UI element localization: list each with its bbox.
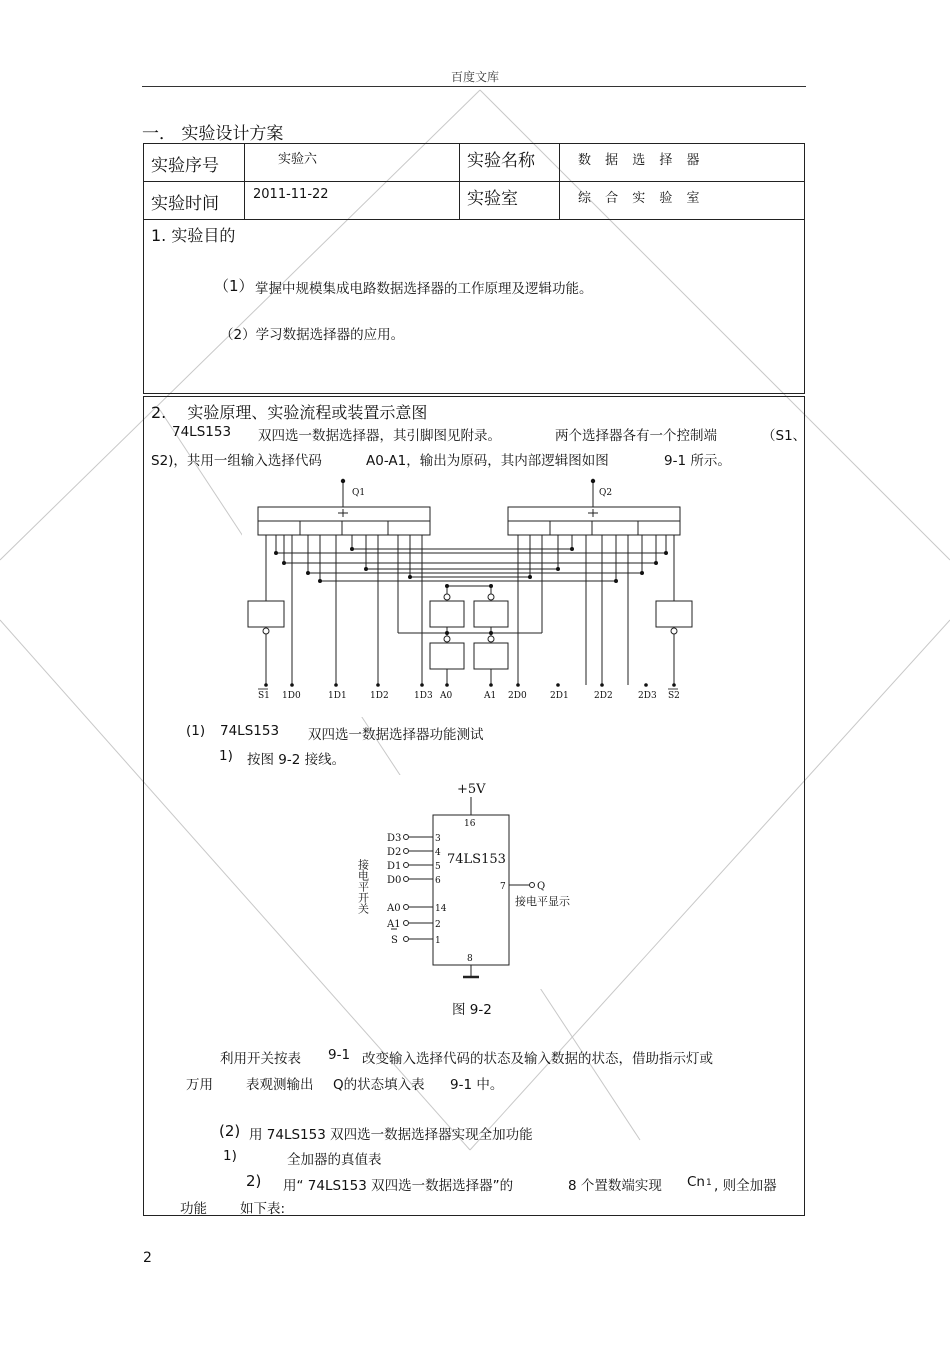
pin-3: 3 — [435, 834, 441, 844]
purpose-item2: （2）学习数据选择器的应用。 — [220, 327, 405, 343]
2d2-label: 2D2 — [594, 691, 613, 701]
test2-step2-num: 2) — [246, 1172, 262, 1190]
q2-label: Q2 — [599, 488, 613, 498]
pin-2: 2 — [435, 920, 441, 930]
seq-value: 实验六 — [278, 152, 318, 167]
pin-4: 4 — [435, 848, 441, 858]
room-value: 综 合 实 验 室 — [578, 191, 705, 206]
a1-label: A1 — [484, 691, 497, 701]
test2-num: (2) — [219, 1122, 241, 1140]
page-header: 百度文库 — [450, 70, 499, 84]
test1-title: 双四选一数据选择器功能测试 — [308, 727, 484, 743]
principle-text: 双四选一数据选择器，其引脚图见附录。 — [258, 428, 501, 444]
wiring-diagram — [357, 775, 613, 989]
principle-text: 两个选择器各有一个控制端 — [555, 428, 717, 444]
principle-text: A0-A1，输出为原码，其内部逻辑图如图 — [366, 453, 609, 469]
principle-text: 万用 — [186, 1077, 213, 1093]
principle-text: 功能 — [180, 1201, 207, 1217]
logic-diagram — [242, 473, 700, 717]
test2-title: 用 74LS153 双四选一数据选择器实现全加功能 — [249, 1127, 533, 1143]
test2-step1: 全加器的真值表 — [287, 1152, 382, 1168]
name-label: 实验名称 — [467, 151, 535, 171]
1d3-label: 1D3 — [414, 691, 433, 701]
principle-text: 9-1 — [328, 1047, 351, 1063]
subscript-text: 1 — [706, 1178, 712, 1188]
step1-text: 按图 9-2 接线。 — [247, 752, 346, 768]
page-number: 2 — [143, 1250, 152, 1266]
d3-label: D3 — [387, 833, 402, 844]
pin16-label: 16 — [464, 819, 476, 829]
principle-text: 利用开关按表 — [220, 1051, 301, 1067]
pin-8: 8 — [467, 954, 473, 964]
purpose-item1-num: （1） — [214, 277, 254, 295]
d0-label: D0 — [387, 875, 402, 886]
s1-label: S1 — [258, 691, 270, 701]
seq-label: 实验序号 — [151, 156, 219, 176]
1d2-label: 1D2 — [370, 691, 389, 701]
s-label: S — [391, 935, 398, 946]
time-label: 实验时间 — [151, 194, 219, 214]
principle-text: , 则全加器 — [714, 1178, 777, 1194]
test1-num: (1) — [186, 723, 206, 739]
d2-label: D2 — [387, 847, 402, 858]
step1-num: 1) — [219, 748, 233, 764]
principle-text: 改变输入选择代码的状态及输入数据的状态，借助指示灯或 — [362, 1051, 713, 1067]
principle-text: （S1、 — [762, 428, 807, 444]
principle-text: Q的状态填入表 — [333, 1077, 425, 1093]
2d1-label: 2D1 — [550, 691, 569, 701]
2d0-label: 2D0 — [508, 691, 527, 701]
a1-label: A1 — [387, 919, 401, 930]
test2-step1-num: 1) — [223, 1148, 237, 1164]
section-title: 一． 实验设计方案 — [142, 124, 284, 144]
principle-text: 表观测输出 — [246, 1077, 314, 1093]
chip-label: 74LS153 — [447, 852, 506, 867]
output-display-label: 接电平显示 — [515, 895, 570, 908]
principle-text: 用“ 74LS153 双四选一数据选择器”的 — [283, 1178, 514, 1194]
purpose-heading: 1. 实验目的 — [151, 226, 236, 245]
level-switch-label: 接电平开关 — [357, 859, 370, 914]
time-value: 2011-11-22 — [253, 187, 329, 202]
pin-7: 7 — [500, 882, 506, 892]
purpose-item1: 掌握中规模集成电路数据选择器的工作原理及逻辑功能。 — [255, 281, 593, 297]
test1-chip: 74LS153 — [220, 723, 280, 739]
d1-label: D1 — [387, 861, 402, 872]
principle-text: 8 个置数端实现 — [568, 1178, 662, 1194]
figure-caption: 图 9-2 — [452, 1002, 492, 1018]
principle-text: S2)，共用一组输入选择代码 — [151, 453, 322, 469]
1d1-label: 1D1 — [328, 691, 347, 701]
q-label: Q — [537, 881, 546, 892]
q1-label: Q1 — [352, 488, 366, 498]
principle-text: 如下表: — [240, 1201, 286, 1217]
a0-label: A0 — [440, 691, 453, 701]
principle-text: 9-1 中。 — [450, 1077, 504, 1093]
chip-name-text: 74LS153 — [172, 424, 232, 440]
principle-text: 9-1 所示。 — [664, 453, 731, 469]
a0-label: A0 — [387, 903, 401, 914]
pin-14: 14 — [435, 904, 447, 914]
pin-1: 1 — [435, 936, 441, 946]
vcc-label: +5V — [457, 782, 486, 797]
principle-text: Cn — [687, 1174, 705, 1190]
s2-label: S2 — [668, 691, 680, 701]
2d3-label: 2D3 — [638, 691, 657, 701]
pin-6: 6 — [435, 876, 441, 886]
1d0-label: 1D0 — [282, 691, 301, 701]
pin-5: 5 — [435, 862, 441, 872]
principle-heading: 2. 实验原理、实验流程或装置示意图 — [151, 403, 428, 422]
room-label: 实验室 — [467, 189, 518, 209]
purpose-box — [143, 219, 805, 394]
name-value: 数 据 选 择 器 — [578, 153, 705, 168]
